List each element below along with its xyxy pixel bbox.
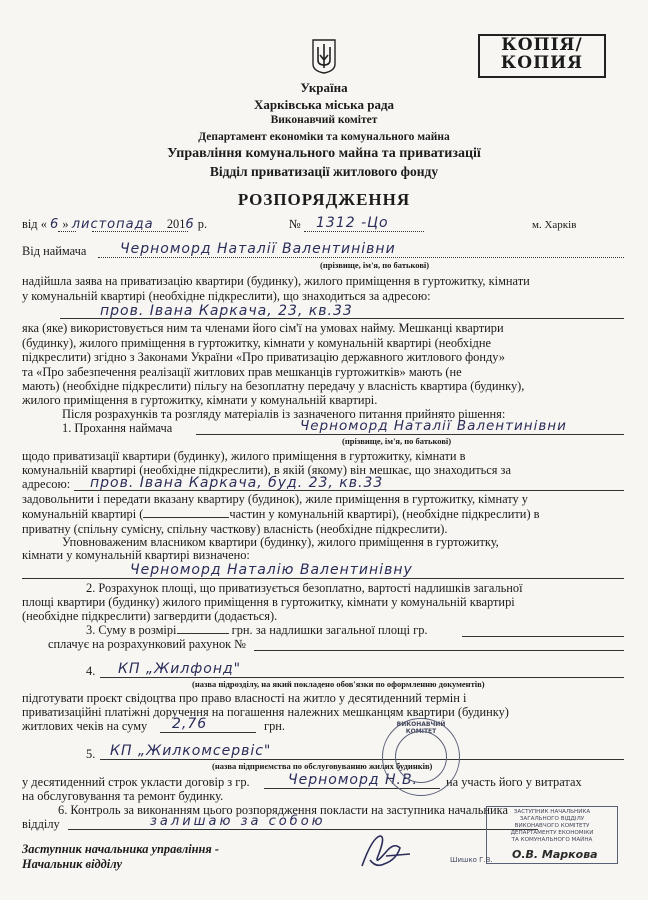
copy-stamp [478, 34, 606, 78]
body-l25a: житлових чеків на суму [22, 719, 148, 733]
body-l28: 6. Контроль за виконанням цього розпорядження покласти на заступника начальника [58, 803, 508, 817]
p1-caption: (прізвище, ім'я, по батькові) [342, 436, 452, 446]
header-administration: Управління комунального майна та приватизації [167, 146, 481, 161]
date-mid: » [62, 217, 69, 231]
rect-stamp-line-4: ДЕПАРТАМЕНТУ ЕКОНОМІКИ [510, 830, 594, 836]
doc-number-label: № [289, 217, 301, 231]
rect-stamp-footer: Шишко Г.В. [450, 856, 493, 864]
address-2: пров. Івана Каркача, буд. 23, кв.33 [90, 475, 384, 491]
body-l25-sum: 2,76 [172, 716, 208, 732]
trident-coat-of-arms-icon [311, 38, 337, 74]
body-l14a: комунальній квартирі ( [22, 507, 144, 521]
header-council: Харківська міська рада [253, 97, 395, 112]
body-l20: (необхідне підкреслити) загвердити (додається). [22, 609, 278, 623]
body-l27: на обслуговування та ремонт будинку. [22, 789, 224, 803]
body-l14b: частин у комунальній квартирі), (необхідне підкреслити) в [229, 507, 540, 521]
signature-name: О.В. Маркова [512, 848, 598, 861]
body-l5: підкреслити) згідно з Законами України «Про приватизацію державного житлового фонду» [22, 350, 506, 364]
date-year-digit: 6 [185, 217, 195, 232]
body-l14 [22, 507, 622, 521]
body-l17: кімнати у комунальній квартирі визначено: [22, 548, 250, 562]
body-l8: жилого приміщення в гуртожитку, кімнати у комунальній квартирі. [22, 393, 378, 407]
p1-name: Черноморд Наталії Валентинівни [300, 418, 567, 434]
applicant-name: Черноморд Наталії Валентинівни [120, 241, 396, 257]
body-l26b: на участь його у витратах [446, 775, 582, 789]
body-l21a: 3. Суму в розмірі [86, 623, 177, 637]
city: м. Харків [532, 219, 577, 231]
body-l7: мають) (необхідне підкреслити) пільгу на безоплатну передачу у власність квартира (будинку), [22, 379, 525, 393]
copy-stamp-line2: КОПИЯ [500, 53, 584, 73]
applicant-label: Від наймача [22, 244, 87, 258]
applicant-caption: (прізвище, ім'я, по батькові) [320, 260, 430, 270]
body-l16: Уповноваженим власником квартири (будинку), жилого приміщення в гуртожитку, [62, 535, 499, 549]
signature-title-1: Заступник начальника управління - [22, 842, 220, 856]
p4-org: КП „Жилфонд" [118, 661, 242, 677]
body-l9: Після розрахунків та розгляду матеріалів із зазначеного питання прийнято рішення: [62, 407, 506, 421]
date-year-suffix: р. [197, 217, 208, 231]
body-l18: 2. Розрахунок площі, що приватизується безоплатно, вартості надлишків загальної [86, 581, 523, 595]
body-l26a: у десятиденний строк укласти договір з гр. [22, 775, 250, 789]
body-l15: приватну (спільну сумісну, спільну часткову) власність (необхідне підкреслити). [22, 522, 448, 536]
rect-stamp-line-5: ТА КОМУНАЛЬНОГО МАЙНА [511, 837, 593, 843]
body-l19: площі квартири (будинку) жилого приміщення в гуртожитку, кімнати у комунальній квартирі [22, 595, 515, 609]
doc-number: 1312 -Цо [316, 215, 389, 231]
body-l6: та «Про забезпечення реалізації житлових прав мешканців гуртожитків» мають (не [22, 365, 462, 379]
rect-stamp-line-2: ЗАГАЛЬНОГО ВІДДІЛУ [519, 816, 585, 822]
p5-num: 5. [86, 747, 96, 761]
doc-title: РОЗПОРЯДЖЕННЯ [237, 190, 411, 209]
body-l21 [86, 623, 648, 637]
date-day: 6 [50, 217, 60, 232]
copy-stamp-line1: КОПІЯ/ [501, 35, 583, 55]
body-l10: щодо приватизації квартири (будинку), жилого приміщення в гуртожитку, кімнати в [22, 449, 466, 463]
date-from-label: від « [22, 217, 47, 231]
round-seal-text: ВИКОНАВЧИЙ КОМІТЕТ [396, 721, 446, 735]
header-country: Україна [300, 80, 348, 95]
date-year-prefix: 201 [166, 217, 186, 231]
body-l23: підготувати проєкт свідоцтва про право власності на житло у десятиденний термін і [22, 691, 467, 705]
owner-name: Черноморд Наталію Валентинівну [130, 562, 413, 578]
body-l2: у комунальній квартирі (необхідне підкреслити), що знаходиться за адресою: [22, 289, 431, 303]
p4-caption: (назва підрозділу, на який покладено обов'язки по оформленню документів) [192, 679, 485, 689]
body-l3: яка (яке) використовується ним та членами його сім'ї на умовах найму. Мешканці квартири [22, 321, 504, 335]
rect-stamp-line-3: ВИКОНАВЧОГО КОМІТЕТУ [514, 823, 590, 829]
handwritten-signature-icon [356, 830, 416, 872]
header-department: Департамент економіки та комунального майна [198, 131, 450, 143]
body-l26-name: Черноморд Н.В. [288, 772, 418, 788]
date-month: листопада [71, 217, 154, 232]
body-l13: задовольнити і передати вказану квартиру (будинок), жиле приміщення в гуртожитку, кімнату у [22, 492, 529, 506]
p5-caption: (назва підприємства по обслуговуванню жилих будинків) [212, 761, 433, 771]
body-l1: надійшла заява на приватизацію квартири (будинку), жилого приміщення в гуртожитку, кімнати [22, 274, 530, 288]
header-committee: Виконавчий комітет [270, 114, 378, 126]
p4-num: 4. [86, 664, 96, 678]
body-l12: адресою: [22, 477, 71, 491]
body-l29: відділу [22, 817, 60, 831]
signature-title-2: Начальник відділу [22, 857, 122, 871]
body-l29-hand: залишаю за собою [150, 814, 326, 829]
p1-label: 1. Прохання наймача [62, 421, 173, 435]
p5-org: КП „Жилкомсервіс" [110, 743, 272, 759]
body-l22: сплачує на розрахунковий рахунок № [48, 637, 247, 651]
header-division: Відділ приватизації житлового фонду [209, 164, 439, 179]
body-l25b: грн. [264, 719, 286, 733]
body-l21b: грн. за надлишки загальної площі гр. [231, 623, 428, 637]
body-l4: (будинку), жилого приміщення в гуртожитку, кімнати у комунальній квартирі (необхідне [22, 336, 491, 350]
body-l11: комунальній квартирі (необхідне підкреслити), в якій (якому) він мешкає, що знаходиться за [22, 463, 511, 477]
body-l24: приватизаційні платіжні доручення на погашення належних мешканцям квартири (будинку) [22, 705, 509, 719]
round-seal [382, 718, 460, 796]
rect-stamp-line-1: ЗАСТУПНИК НАЧАЛЬНИКА [513, 809, 591, 815]
address-1: пров. Івана Каркача, 23, кв.33 [100, 303, 353, 319]
